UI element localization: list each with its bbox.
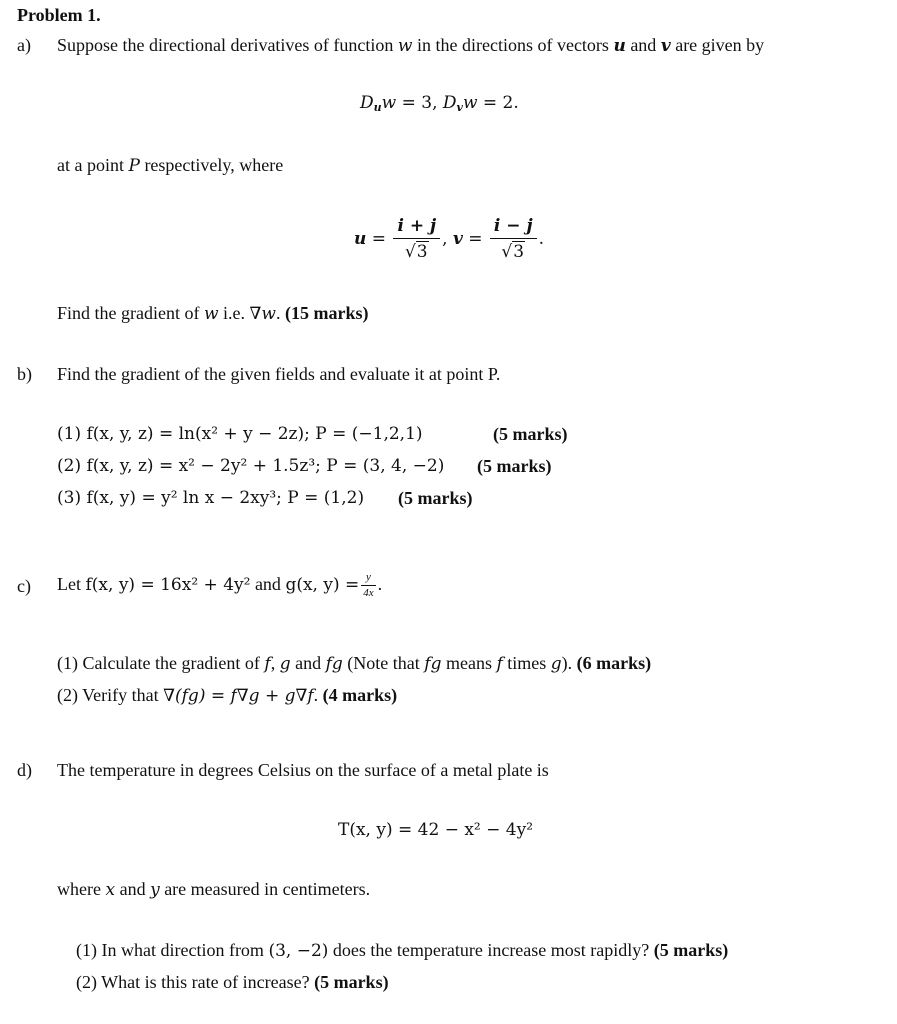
marks: (5 marks): [314, 972, 389, 992]
part-b-item-3-marks: (5 marks): [398, 488, 473, 508]
find-gradient-text: Find the gradient of w i.e. ∇w. (15 marks): [57, 303, 369, 324]
marks: (5 marks): [653, 940, 729, 960]
part-d-intro: The temperature in degrees Celsius on the surface of a metal plate is: [57, 760, 549, 780]
part-d-where-text: where x and y are measured in centimeters.: [57, 879, 371, 900]
directional-derivatives-equation: $D_uw = 3$, $D_vw = 2$.: [360, 93, 519, 114]
marks: (4 marks): [322, 685, 398, 705]
part-b-item-1-marks: (5 marks): [493, 424, 568, 444]
temperature-equation: T(x, y) = 42 − x² − 4y²: [338, 820, 534, 840]
problem-title: Problem 1.: [17, 5, 101, 25]
part-c-item-1: (1) Calculate the gradient of f, g and fg (Note that fg means f times g). (6 marks): [57, 653, 652, 674]
part-b-item-2-marks: (5 marks): [477, 456, 552, 476]
at-point-text: at a point P respectively, where: [57, 155, 284, 176]
part-b-item-3: (3) f(x, y) = y² ln x − 2xy³; P = (1,2): [57, 488, 365, 508]
marks: (6 marks): [576, 653, 652, 673]
part-b-item-2: (2) f(x, y, z) = x² − 2y² + 1.5z³; P = (3, 4, −2): [57, 456, 445, 476]
part-c-intro: Let f(x, y) = 16x² + 4y² and g(x, y) = $\frac{y}{4x}$ .: [57, 571, 383, 600]
part-d-item-1: (1) In what direction from (3, −2) does the temperature increase most rapidly? (5 marks): [76, 940, 729, 961]
part-d-item-2: (2) What is this rate of increase? (5 marks): [76, 972, 389, 992]
unit-vectors-equation: u = $\frac{i + j}{√3}$ , v = $\frac{i - j}{√3}$ .: [354, 216, 545, 263]
part-c-label: c): [17, 576, 31, 596]
part-b-label: b): [17, 364, 32, 384]
part-b-intro: Find the gradient of the given fields and evaluate it at point P.: [57, 364, 501, 384]
marks: (15 marks): [284, 303, 369, 323]
part-d-label: d): [17, 760, 32, 780]
part-c-item-2: (2) Verify that ∇(fg) = f∇g + g∇f. (4 marks): [57, 685, 398, 706]
part-a-label: a): [17, 35, 31, 55]
part-a-intro: Suppose the directional derivatives of function w in the directions of vectors u and v are given by: [57, 35, 765, 56]
part-b-item-1: (1) f(x, y, z) = ln(x² + y − 2z); P = (−1,2,1): [57, 424, 423, 444]
